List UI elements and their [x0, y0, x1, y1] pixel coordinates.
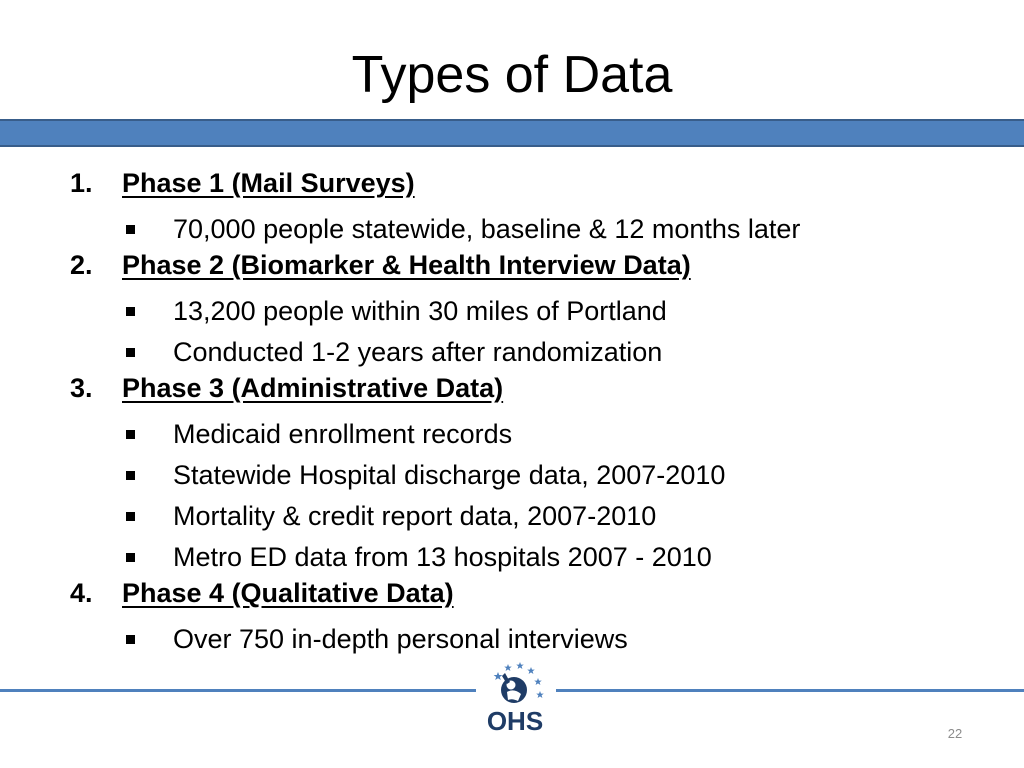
footer-rule-right	[556, 689, 1024, 692]
phase-label: Phase 4 (Qualitative Data)	[122, 578, 454, 608]
bullet-item	[70, 496, 970, 537]
slide-title: Types of Data	[351, 46, 673, 104]
square-bullet-icon	[126, 635, 135, 644]
phase-heading	[70, 373, 970, 414]
bullet-item	[70, 414, 970, 455]
square-bullet-icon	[126, 348, 135, 357]
phase-heading	[70, 168, 970, 209]
bullet-text: Statewide Hospital discharge data, 2007-2010	[173, 460, 726, 490]
square-bullet-icon	[126, 471, 135, 480]
phase-number: 2.	[70, 250, 93, 280]
bullet-item	[70, 209, 970, 250]
page-number: 22	[947, 726, 963, 741]
phase-number: 3.	[70, 373, 93, 403]
bullet-text: 70,000 people statewide, baseline & 12 months later	[173, 214, 801, 244]
phase-number: 1.	[70, 168, 93, 198]
square-bullet-icon	[126, 307, 135, 316]
phase-heading	[70, 578, 970, 619]
ohs-logo-text: OHS	[486, 706, 544, 736]
bullet-item	[70, 537, 970, 578]
square-bullet-icon	[126, 512, 135, 521]
bullet-item	[70, 332, 970, 373]
phase-number: 4.	[70, 578, 93, 608]
bullet-text: Over 750 in-depth personal interviews	[173, 624, 628, 654]
bullet-text: 13,200 people within 30 miles of Portland	[173, 296, 667, 326]
square-bullet-icon	[126, 225, 135, 234]
bullet-text: Metro ED data from 13 hospitals 2007 - 2010	[173, 542, 712, 572]
square-bullet-icon	[126, 553, 135, 562]
square-bullet-icon	[126, 430, 135, 439]
phase-label: Phase 3 (Administrative Data)	[122, 373, 504, 403]
phase-list	[70, 168, 970, 660]
bullet-text: Medicaid enrollment records	[173, 419, 513, 449]
phase-label: Phase 1 (Mail Surveys)	[122, 168, 415, 198]
bullet-text: Mortality & credit report data, 2007-2010	[173, 501, 657, 531]
bullet-text: Conducted 1-2 years after randomization	[173, 337, 663, 367]
footer-rule-left	[0, 689, 476, 692]
bullet-item	[70, 455, 970, 496]
title-divider-bar	[0, 119, 1024, 147]
phase-heading	[70, 250, 970, 291]
phase-label: Phase 2 (Biomarker & Health Interview Data)	[122, 250, 691, 280]
bullet-item	[70, 291, 970, 332]
